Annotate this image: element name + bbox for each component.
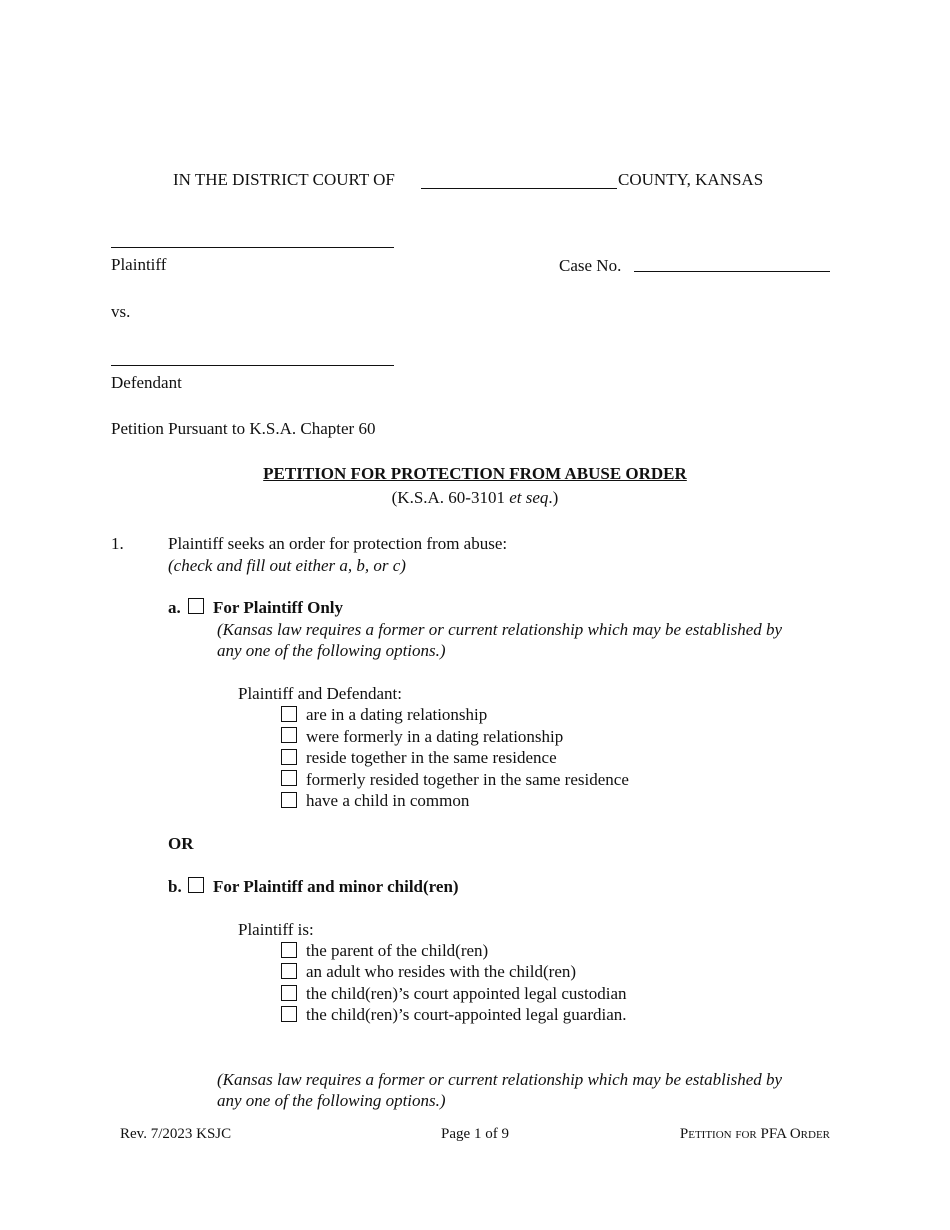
statute-prefix: (K.S.A. 60-3101 <box>391 488 510 507</box>
option-b-letter: b. <box>168 877 182 896</box>
formerly-resided-checkbox[interactable] <box>281 770 297 786</box>
footer-form-name: Petition for PFA Order <box>679 1126 830 1142</box>
dating-checkbox[interactable] <box>281 706 297 722</box>
resides-with-child-label: an adult who resides with the child(ren) <box>306 962 577 981</box>
legal-custodian-checkbox[interactable] <box>281 985 297 1001</box>
child-in-common-label: have a child in common <box>306 791 470 810</box>
option-a-letter: a. <box>168 598 181 617</box>
statute-et-seq: et seq <box>509 488 549 507</box>
option-a-checkbox[interactable] <box>188 598 204 614</box>
option-a-note-line2: any one of the following options.) <box>217 641 446 660</box>
statute-suffix: .) <box>548 488 559 507</box>
option-a-intro: Plaintiff and Defendant: <box>238 684 402 703</box>
section-instruction: (check and fill out either a, b, or c) <box>168 556 406 575</box>
court-suffix: COUNTY, KANSAS <box>618 170 764 189</box>
section-text: Plaintiff seeks an order for protection from abuse: <box>168 534 508 553</box>
reside-together-label: reside together in the same residence <box>306 748 557 767</box>
plaintiff-name-blank[interactable] <box>111 247 394 248</box>
petition-pursuant: Petition Pursuant to K.S.A. Chapter 60 <box>111 419 376 438</box>
vs-label: vs. <box>111 302 131 321</box>
option-b-label: For Plaintiff and minor child(ren) <box>213 877 459 896</box>
resides-with-child-checkbox[interactable] <box>281 963 297 979</box>
plaintiff-label: Plaintiff <box>111 255 167 274</box>
county-blank[interactable] <box>421 188 617 189</box>
case-no-blank[interactable] <box>634 271 830 272</box>
section-number: 1. <box>111 534 124 553</box>
option-a-note-line1: (Kansas law requires a former or current relationship which may be established by <box>217 620 783 639</box>
dating-label: are in a dating relationship <box>306 705 488 724</box>
legal-guardian-label: the child(ren)’s court-appointed legal guardian. <box>306 1005 627 1024</box>
legal-guardian-checkbox[interactable] <box>281 1006 297 1022</box>
case-no-label: Case No. <box>559 256 622 275</box>
option-a-label: For Plaintiff Only <box>213 598 344 617</box>
option-b-note-line1: (Kansas law requires a former or current relationship which may be established by <box>217 1070 783 1089</box>
formerly-resided-label: formerly resided together in the same residence <box>306 770 629 789</box>
legal-custodian-label: the child(ren)’s court appointed legal custodian <box>306 984 627 1003</box>
option-b-intro: Plaintiff is: <box>238 920 314 939</box>
defendant-label: Defendant <box>111 373 182 392</box>
document-title: PETITION FOR PROTECTION FROM ABUSE ORDER <box>263 464 687 483</box>
footer-page-number: Page 1 of 9 <box>441 1126 509 1142</box>
option-b-checkbox[interactable] <box>188 877 204 893</box>
parent-checkbox[interactable] <box>281 942 297 958</box>
court-prefix: IN THE DISTRICT COURT OF <box>173 170 395 189</box>
formerly-dating-label: were formerly in a dating relationship <box>306 727 564 746</box>
option-b-note-line2: any one of the following options.) <box>217 1091 446 1110</box>
statute-citation <box>0 488 950 508</box>
reside-together-checkbox[interactable] <box>281 749 297 765</box>
defendant-name-blank[interactable] <box>111 365 394 366</box>
formerly-dating-checkbox[interactable] <box>281 727 297 743</box>
child-in-common-checkbox[interactable] <box>281 792 297 808</box>
or-label: OR <box>168 834 194 853</box>
parent-label: the parent of the child(ren) <box>306 941 489 960</box>
footer-revision: Rev. 7/2023 KSJC <box>120 1126 232 1142</box>
